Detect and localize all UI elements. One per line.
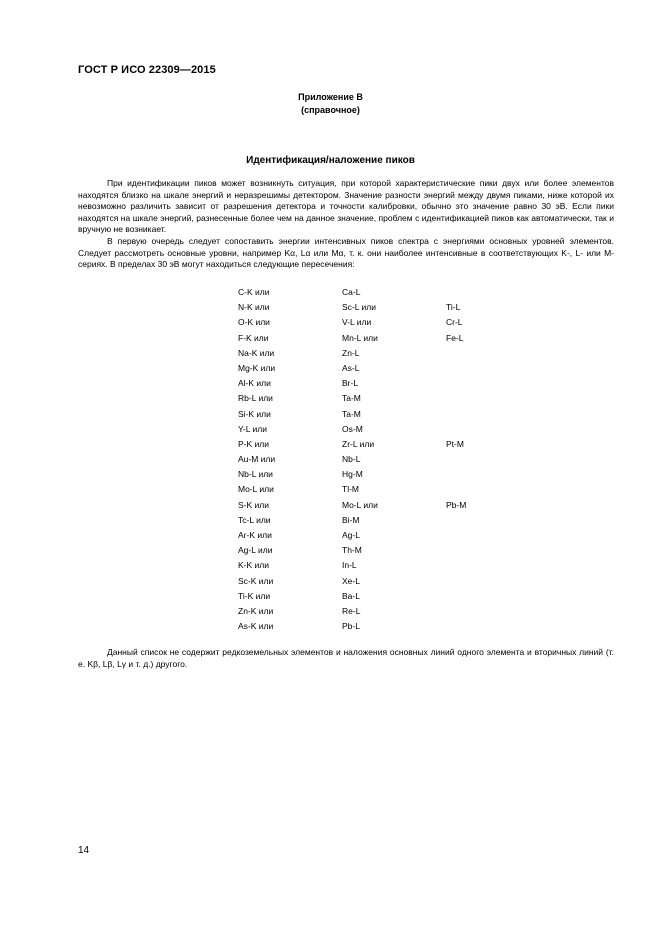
list-item [238, 482, 506, 497]
overlap-cell-2: Ta-M [342, 408, 361, 419]
overlap-cell-1: P-K или [238, 438, 269, 449]
list-item [238, 285, 506, 300]
overlap-cell-1: Tc-L или [238, 514, 271, 525]
overlap-cell-3 [446, 543, 506, 558]
overlap-cell-2: In-L [342, 560, 357, 571]
list-item [238, 498, 506, 513]
overlap-cell-1: N-K или [238, 302, 270, 313]
overlap-cell-2: Nb-L [342, 454, 361, 465]
overlap-cell-1: Si-K или [238, 408, 271, 419]
overlap-cell-3 [446, 285, 506, 300]
list-item [238, 528, 506, 543]
appendix-title: Приложение В [298, 92, 363, 102]
list-item [238, 437, 506, 452]
overlap-cell-1: Y-L или [238, 423, 267, 434]
overlap-cell-3 [446, 467, 506, 482]
list-item [238, 391, 506, 406]
overlap-cell-3 [446, 619, 506, 634]
overlap-cell-3 [446, 346, 506, 361]
section-title: Идентификация/наложение пиков [246, 155, 415, 166]
list-item [238, 361, 506, 376]
paragraph-overlaps: В первую очередь следует сопоставить энергии интенсивных пиков спектра с энергиями основных уровней элементов. Следует рассмотреть основные уровни, например Kα, Lα или Mα, т. к. они наиболее интенсивные в соответствующих K-, L- или M-сериях. В пределах 30 эВ могут находиться следующие пересечения: [78, 235, 614, 270]
overlap-cell-1: Rb-L или [238, 393, 273, 404]
body-text [78, 178, 614, 271]
overlap-cell-3: Ti-L [446, 302, 461, 313]
overlap-cell-2: Hg-M [342, 469, 363, 480]
list-item [238, 513, 506, 528]
overlap-cell-1: As-K или [238, 621, 274, 632]
list-item [238, 331, 506, 346]
overlap-cell-2: Mo-L или [342, 499, 378, 510]
overlap-cell-2: As-L [342, 362, 360, 373]
overlap-cell-1: Mg-K или [238, 362, 276, 373]
overlap-cell-2: Ag-L [342, 530, 360, 540]
closing-text [78, 646, 614, 670]
overlap-list [238, 285, 506, 634]
overlap-cell-1: C-K или [238, 287, 270, 297]
overlap-cell-1: Ti-K или [238, 590, 271, 601]
overlap-cell-1: F-K или [238, 332, 269, 343]
overlap-cell-1: O-K или [238, 317, 270, 328]
overlap-cell-3 [446, 452, 506, 467]
list-item [238, 467, 506, 482]
overlap-cell-3 [446, 482, 506, 497]
list-item [238, 452, 506, 467]
overlap-cell-1: Mo-L или [238, 484, 274, 495]
overlap-cell-2: Xe-L [342, 575, 360, 586]
overlap-cell-2: Br-L [342, 378, 359, 389]
list-item [238, 407, 506, 422]
overlap-cell-2: Tl-M [342, 484, 359, 495]
overlap-cell-3 [446, 513, 506, 528]
appendix-subtitle: (справочное) [301, 105, 360, 115]
list-item [238, 604, 506, 619]
overlap-cell-2: Zr-L или [342, 438, 375, 449]
overlap-cell-3: Fe-L [446, 332, 464, 343]
list-item [238, 574, 506, 589]
overlap-cell-3: Cr-L [446, 317, 463, 328]
overlap-cell-1: K-K или [238, 560, 269, 571]
overlap-cell-3 [446, 604, 506, 619]
page-number: 14 [78, 845, 90, 856]
overlap-cell-3: Pt-M [446, 438, 464, 449]
list-item [238, 346, 506, 361]
overlap-cell-2: Ba-L [342, 590, 360, 601]
overlap-cell-1: Al-K или [238, 378, 271, 389]
overlap-cell-2: V-L или [342, 317, 372, 328]
overlap-cell-1: Zn-K или [238, 605, 274, 616]
overlap-cell-1: Na-K или [238, 347, 275, 358]
overlap-cell-2: Ta-M [342, 393, 361, 404]
list-item [238, 543, 506, 558]
overlap-cell-2: Re-L [342, 605, 361, 616]
list-item [238, 300, 506, 315]
overlap-cell-3 [446, 407, 506, 422]
overlap-cell-2: Sc-L или [342, 302, 376, 313]
overlap-cell-3: Pb-M [446, 499, 467, 510]
list-item [238, 589, 506, 604]
overlap-cell-3 [446, 589, 506, 604]
paragraph-intro: При идентификации пиков может возникнуть ситуация, при которой характеристические пики двух или более элементов находятся близко на шкале энергий и неразрешимы детектором. Значение разности энергий между двумя пиками, ниже которой их невозможно различить зависит от разрешения детектора и точности калибровки, обычно это значение равно 30 эВ. Если пики находятся на шкале энергий, разнесенные более чем на данное значение, проблем с идентификацией пиков как автоматически, так и вручную не возникает. [78, 178, 614, 235]
overlap-cell-3 [446, 361, 506, 376]
document-header: ГОСТ Р ИСО 22309—2015 [78, 64, 216, 76]
overlap-cell-3 [446, 376, 506, 391]
overlap-cell-3 [446, 391, 506, 406]
appendix-heading [0, 91, 661, 117]
overlap-cell-2: Os-M [342, 423, 363, 434]
list-item [238, 422, 506, 437]
list-item [238, 619, 506, 634]
overlap-cell-3 [446, 422, 506, 437]
paragraph-closing: Данный список не содержит редкоземельных элементов и наложения основных линий одного элемента и вторичных линий (т. е. Kβ, Lβ, Lγ и т. д.) другого. [78, 647, 614, 669]
list-item [238, 376, 506, 391]
overlap-cell-1: Ar-K или [238, 530, 272, 540]
overlap-cell-2: Bi-M [342, 514, 360, 525]
overlap-cell-3 [446, 558, 506, 573]
overlap-cell-1: Ag-L или [238, 545, 273, 556]
list-item [238, 315, 506, 330]
list-item [238, 558, 506, 573]
overlap-cell-2: Mn-L или [342, 332, 378, 343]
overlap-cell-3 [446, 574, 506, 589]
overlap-cell-2: Pb-L [342, 621, 360, 632]
overlap-cell-1: S-K или [238, 499, 269, 510]
overlap-cell-1: Nb-L или [238, 469, 273, 480]
overlap-cell-2: Zn-L [342, 347, 360, 358]
overlap-cell-1: Sc-K или [238, 575, 274, 586]
overlap-cell-2: Th-M [342, 545, 362, 556]
overlap-cell-2: Ca-L [342, 287, 361, 297]
overlap-cell-1: Au-M или [238, 454, 276, 465]
overlap-cell-3 [446, 528, 506, 543]
